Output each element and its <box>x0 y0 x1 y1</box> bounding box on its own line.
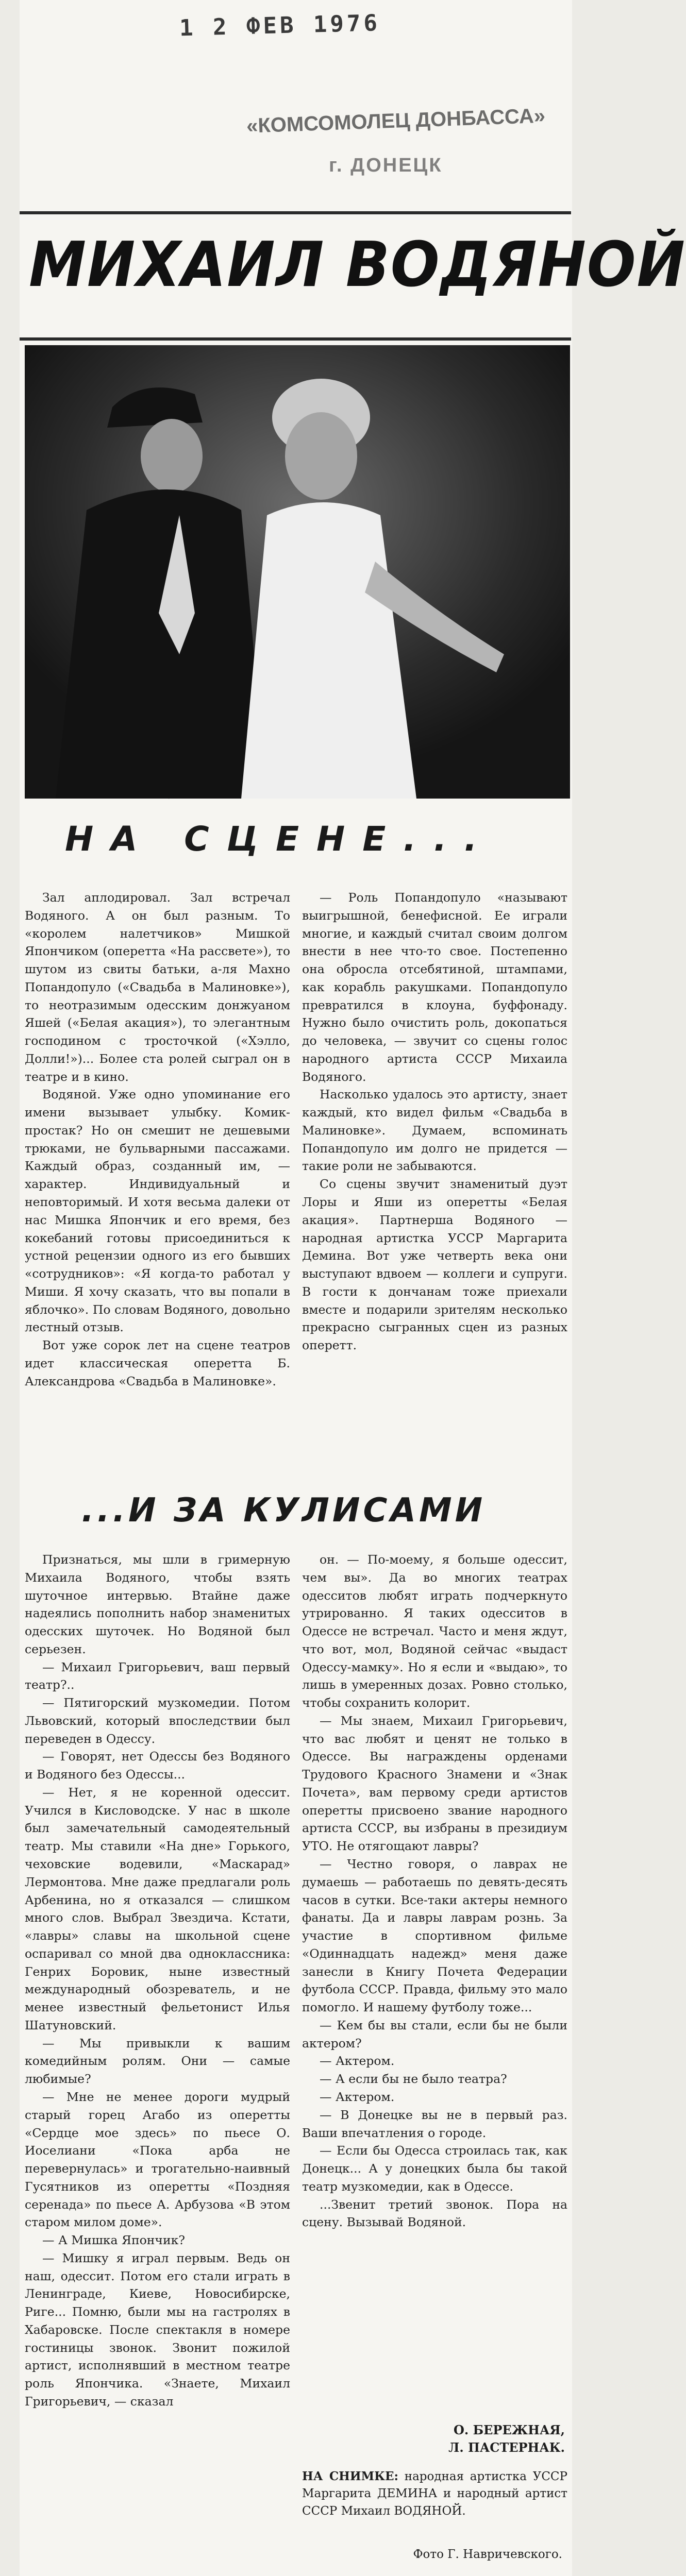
backstage-column-right <box>302 1551 567 2231</box>
paragraph: — Мишку я играл первым. Ведь он наш, одессит. Потом его стали играть в Ленинграде, Киеве, Новосибирске, Риге... Помню, были мы на гастролях в Хабаровске. После спектакля в номере гостиницы звонок. Звонит пожилой артист, исполнявший в местном театре роль Япончика. «Знаете, Михаил Григорьевич, — сказал <box>25 2250 290 2409</box>
caption-label: НА СНИМКЕ: <box>302 2469 399 2483</box>
author-signature <box>302 2421 565 2456</box>
paragraph: — Мне не менее дороги мудрый старый горец Агабо из оперетты «Сердце мое здесь» по пьесе О. Иоселиани «Пока арба не перевернулась» и трогательно-наивный Гусятников из оперетты «Поздняя серенада» по пьесе А. Арбузова «В этом старом милом доме». <box>25 2089 290 2230</box>
section-title-stage: НА СЦЕНЕ... <box>65 819 495 859</box>
paragraph: — В Донецке вы не в первый раз. Ваши впечатления о городе. <box>302 2107 567 2140</box>
paragraph: — Михаил Григорьевич, ваш первый театр?.. <box>25 1659 290 1692</box>
headline: МИХАИЛ ВОДЯНОЙ <box>29 229 686 301</box>
performers-photo <box>25 345 570 799</box>
stage-column-right <box>302 889 567 1354</box>
paragraph: — Честно говоря, о лаврах не думаешь — работаешь по девять-десять часов в сутки. Все-таки актеры немного фанаты. Да и лавры лаврам рознь. За участие в спортивном фильме «Одиннадцать надежд» меня даже занесли в Книгу Почета Федерации футбола СССР. Правда, фильму это мало помогло. И нашему футболу тоже... <box>302 1857 567 2015</box>
paragraph: — А если бы не было театра? <box>320 2072 507 2087</box>
headline-rule <box>20 337 571 341</box>
paragraph: — А Мишка Япончик? <box>42 2233 185 2248</box>
paragraph: — Если бы Одесса строилась так, как Донецк... А у донецких была бы такой театр музкомедии, как в Одессе. <box>302 2143 567 2194</box>
stage-photo <box>25 345 570 799</box>
date-stamp: 1 2 ФЕВ 1976 <box>179 10 381 42</box>
newspaper-clipping <box>20 0 686 2576</box>
newspaper-stamp: «КОМСОМОЛЕЦ ДОНБАССА» <box>246 104 546 138</box>
paragraph: Зал аплодировал. Зал встречал Водяного. А он был разным. То «королем налетчиков» Мишкой Япончиком (оперетта «На рассвете»), то шутом из свиты батьки, а-ля Махно Попандопуло («Свадьба в Малиновке»), то неотразимым одесским донжуаном Яшей («Белая акация»), то элегантным господином с тросточкой («Хэлло, Долли!»)... Более ста ролей сыграл он в театре и в кино. <box>25 890 290 1084</box>
city-stamp: г. ДОНЕЦК <box>329 155 443 176</box>
paragraph: Признаться, мы шли в гримерную Михаила Водяного, чтобы взять шуточное интервью. Втайне даже надеялись пополнить набор знаменитых одесских шуточек. Но Водяной был серьезен. <box>25 1552 290 1656</box>
paragraph: — Мы привыкли к вашим комедийным ролям. Они — самые любимые? <box>25 2036 290 2087</box>
author-name: О. БЕРЕЖНАЯ, <box>454 2422 565 2437</box>
paragraph: — Актером. <box>320 2089 395 2104</box>
paragraph: Со сцены звучит знаменитый дуэт Лоры и Яши из оперетты «Белая акация». Партнерша Водяного — народная артистка УССР Маргарита Демина. Вот уже четверть века они выступают вдвоем — коллеги и супруги. В гости к дончанам тоже приехали вместе и подарили зрителям несколько прекрасно сыгранных сцен из разных оперетт. <box>302 1177 567 1353</box>
caption-text: народная артистка УССР Маргарита ДЕМИНА и народный артист СССР Михаил ВОДЯНОЙ. <box>302 2470 567 2518</box>
paragraph: — Нет, я не коренной одессит. Учился в Кисловодске. У нас в школе был замечательный самодеятельный театр. Мы ставили «На дне» Горького, чеховские водевили, «Маскарад» Лермонтова. Мне даже предлагали роль Арбенина, но я отказался — слишком много слов. Выбрал Звездича. Кстати, «лавры» славы на школьной сцене оспаривал со мной два одноклассника: Генрих Боровик, ныне известный международный обозреватель, и не менее известный фельетонист Илья Шатуновский. <box>25 1785 290 2032</box>
paragraph: Вот уже сорок лет на сцене театров идет классическая оперетта Б. Александрова «Свадьба в Малиновке». <box>25 1338 290 1388</box>
paragraph: Водяной. Уже одно упоминание его имени вызывает улыбку. Комик-простак? Но он смешит не дешевыми трюками, не бульварными пассажами. Каждый образ, созданный им, — характер. Индивидуальный и неповторимый. И хотя весьма далеки от нас Мишка Япончик и его время, без кокебаний готовы присоединиться к устной рецензии одного из его бывших «сотрудников»: «Я когда-то работал у Миши. Я хочу сказать, что вы попали в яблочко». По словам Водяного, довольно лестный отзыв. <box>25 1087 290 1335</box>
paragraph: ...Звенит третий звонок. Пора на сцену. Вызывай Водяной. <box>302 2197 567 2230</box>
backstage-column-left <box>25 1551 290 2411</box>
paragraph: — Актером. <box>320 2054 395 2069</box>
stage-column-left <box>25 889 290 1390</box>
paragraph: он. — По-моему, я больше одессит, чем вы». Да во многих театрах одесситов любят играть подчеркнуто утрированно. Я таких одесситов в Одессе не встречал. Часто и меня ждут, что вот, мол, Водяной сейчас «выдаст Одессу-мамку». Но я если и «выдаю», то лишь в умеренных дозах. Ровно столько, чтобы сохранить колорит. <box>302 1552 567 1710</box>
paragraph: — Кем бы вы стали, если бы не были актером? <box>302 2018 567 2050</box>
paragraph: Насколько удалось это артисту, знает каждый, кто видел фильм «Свадьба в Малиновке». Думаем, вспоминать Попандопуло им долго не придется — такие роли не забываются. <box>302 1087 567 1174</box>
photo-caption <box>302 2468 567 2520</box>
paragraph: — Пятигорский музкомедии. Потом Львовский, который впоследствии был переведен в Одессу. <box>25 1696 290 1746</box>
top-rule <box>20 211 571 214</box>
paragraph: — Мы знаем, Михаил Григорьевич, что вас любят и ценят не только в Одессе. Вы награждены орденами Трудового Красного Знамени и «Знак Почета», вам первому среди артистов оперетты присвоено звание народного артиста СССР, вы избраны в президиум УТО. Не отягощают лавры? <box>302 1713 567 1854</box>
paragraph: — Роль Попандопуло «называют выигрышной, бенефисной. Ее играли многие, и каждый считал своим долгом внести в нее что-то свое. Постепенно она обросла отсебятиной, штампами, как корабль ракушками. Попандопуло превратился в клоуна, буффонаду. Нужно было очистить роль, докопаться до человека, — звучит со сцены голос народного артиста СССР Михаила Водяного. <box>302 890 567 1084</box>
author-name: Л. ПАСТЕРНАК. <box>448 2439 565 2455</box>
paragraph: — Говорят, нет Одессы без Водяного и Водяного без Одессы... <box>25 1749 290 1782</box>
photo-credit: Фото Г. Навричевского. <box>413 2548 562 2561</box>
section-title-backstage: ...И ЗА КУЛИСАМИ <box>81 1492 486 1530</box>
